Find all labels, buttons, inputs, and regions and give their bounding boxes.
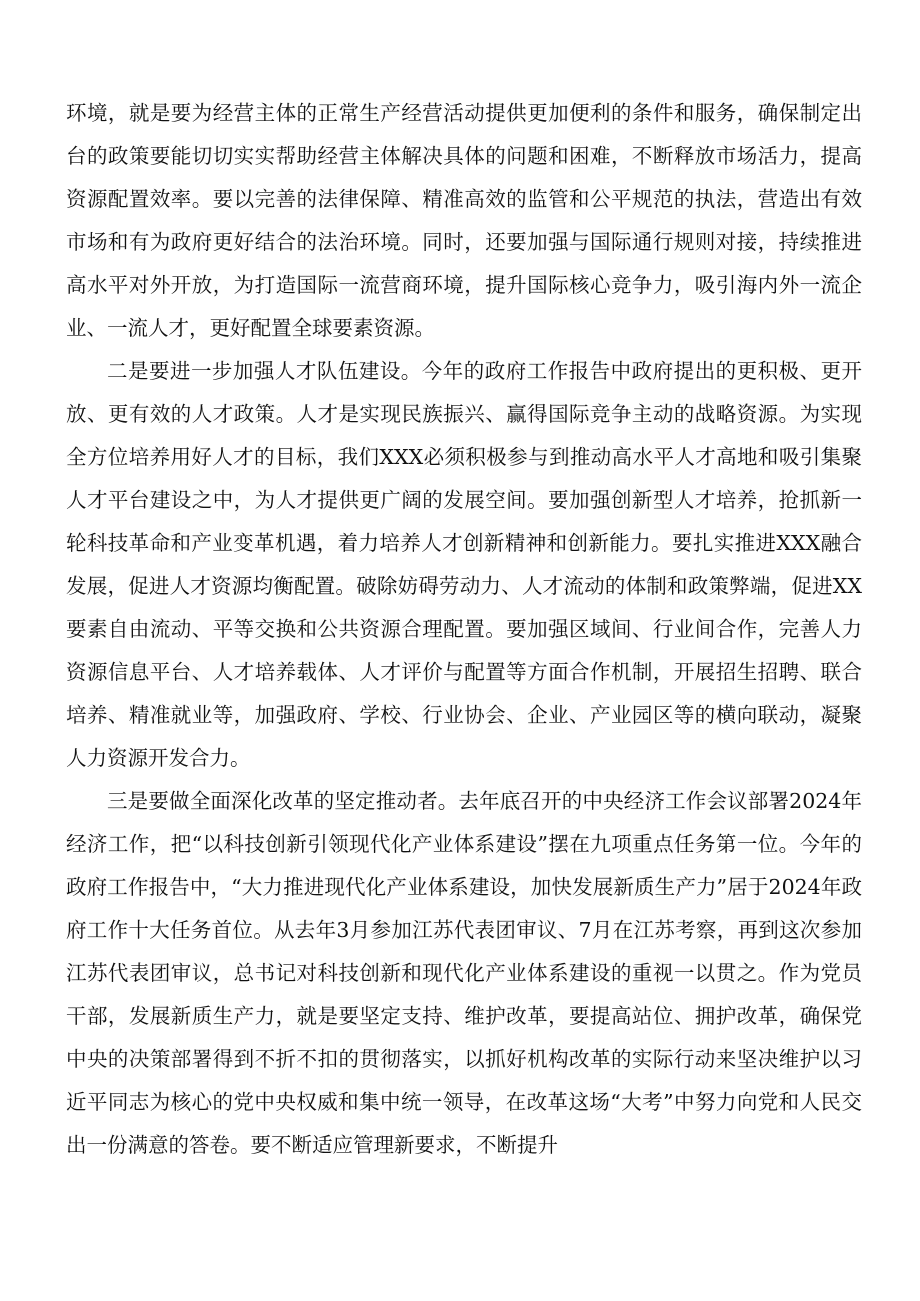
paragraph-business-environment: 环境，就是要为经营主体的正常生产经营活动提供更加便利的条件和服务，确保制定出台的政策要能切切实实帮助经营主体解决具体的问题和困难，不断释放市场活力，提高资源配置效率。要以完善的法律保障、精准高效的监管和公平规范的执法，营造出有效市场和有为政府更好结合的法治环境。同时，还要加强与国际通行规则对接，持续推进高水平对外开放，为打造国际一流营商环境，提升国际核心竞争力，吸引海内外一流企业、一流人才，更好配置全球要素资源。 — [66, 101, 862, 340]
paragraph-talent-team: 二是要进一步加强人才队伍建设。今年的政府工作报告中政府提出的更积极、更开放、更有效的人才政策。人才是实现民族振兴、赢得国际竞争主动的战略资源。为实现全方位培养用好人才的目标，我们XXX必须积极参与到推动高水平人才高地和吸引集聚人才平台建设之中，为人才提供更广阔的发展空间。要加强创新型人才培养，抢抓新一轮科技革命和产业变革机遇，着力培养人才创新精神和创新能力。要扎实推进XXX融合发展，促进人才资源均衡配置。破除妨碍劳动力、人才流动的体制和政策弊端，促进XX要素自由流动、平等交换和公共资源合理配置。要加强区域间、行业间合作，完善人力资源信息平台、人才培养载体、人才评价与配置等方面合作机制，开展招生招聘、联合培养、精准就业等，加强政府、学校、行业协会、企业、产业园区等的横向联动，凝聚人力资源开发合力。 — [66, 359, 862, 770]
paragraph-deepen-reform: 三是要做全面深化改革的坚定推动者。去年底召开的中央经济工作会议部署2024年经济工作，把“以科技创新引领现代化产业体系建设”摆在九项重点任务第一位。今年的政府工作报告中，“大力推进现代化产业体系建设，加快发展新质生产力”居于2024年政府工作十大任务首位。从去年3月参加江苏代表团审议、7月在江苏考察，再到这次参加江苏代表团审议，总书记对科技创新和现代化产业体系建设的重视一以贯之。作为党员干部，发展新质生产力，就是要坚定支持、维护改革，要提高站位、拥护改革，确保党中央的决策部署得到不折不扣的贯彻落实，以抓好机构改革的实际行动来坚决维护以习近平同志为核心的党中央权威和集中统一领导，在改革这场“大考”中努力向党和人民交出一份满意的答卷。要不断适应管理新要求，不断提升 — [66, 789, 862, 1157]
document-body — [66, 92, 862, 1167]
